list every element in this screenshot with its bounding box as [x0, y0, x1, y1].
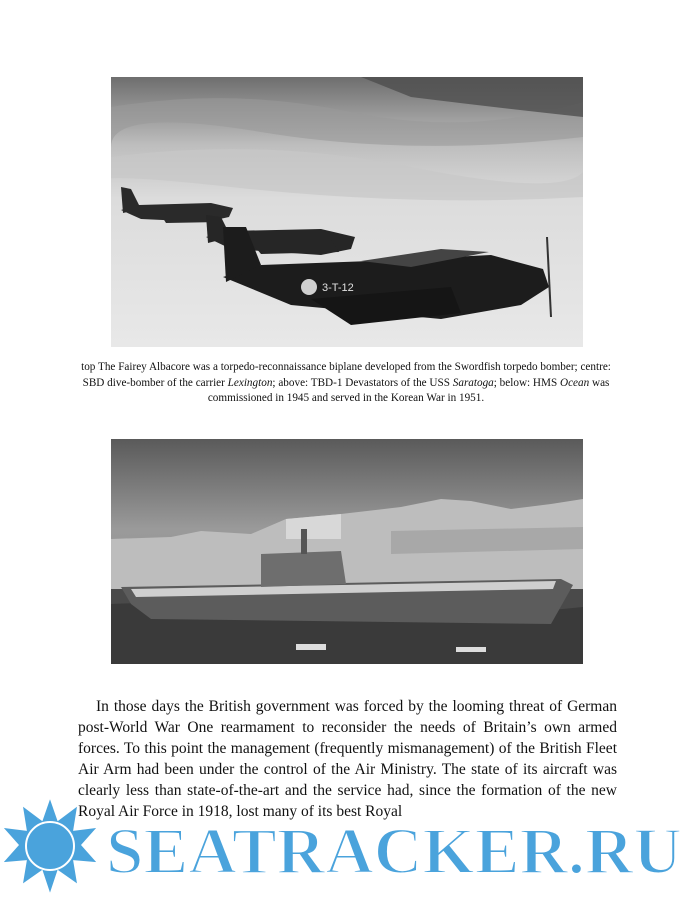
- caption-italic-lexington: Lexington: [227, 376, 273, 389]
- seatracker-watermark: [0, 795, 692, 897]
- caption-italic-saratoga: Saratoga: [452, 376, 494, 389]
- caption-italic-ocean: Ocean: [559, 376, 590, 389]
- torpedo-bombers-image: [111, 77, 583, 347]
- sunburst-center-icon: [26, 822, 74, 870]
- caption-text-3: ; below: HMS: [493, 376, 560, 389]
- watermark-text: SEATRACKER.RU: [106, 815, 682, 888]
- caption-text-1: top The Fairey Albacore was a torpedo-reconnaissance biplane developed from the Swordfish torpedo bomber; centre: SBD dive-bomber of the carrier: [81, 361, 611, 389]
- svg-text:3-T-12: 3-T-12: [322, 282, 354, 294]
- caption-text-4: was commissioned in 1945 and served in the Korean War in 1951.: [207, 376, 610, 404]
- photo-torpedo-bombers: [111, 77, 583, 347]
- aircraft-carrier-image: [111, 439, 583, 664]
- figure-caption: [80, 360, 612, 407]
- photo-aircraft-carrier: [111, 439, 583, 664]
- body-paragraph: In those days the British government was forced by the looming threat of German post-World War One rearmament to reconsider the needs of Britain’s own armed forces. To this point the management (frequently mismanagement) of the British Fleet Air Arm had been under the control of the Air Ministry. The state of its aircraft was clearly less than state-of-the-art and the service had, since the formation of the new Royal Air Force in 1918, lost many of its best Royal: [78, 698, 617, 820]
- caption-text-2: ; above: TBD-1 Devastators of the USS: [272, 376, 453, 389]
